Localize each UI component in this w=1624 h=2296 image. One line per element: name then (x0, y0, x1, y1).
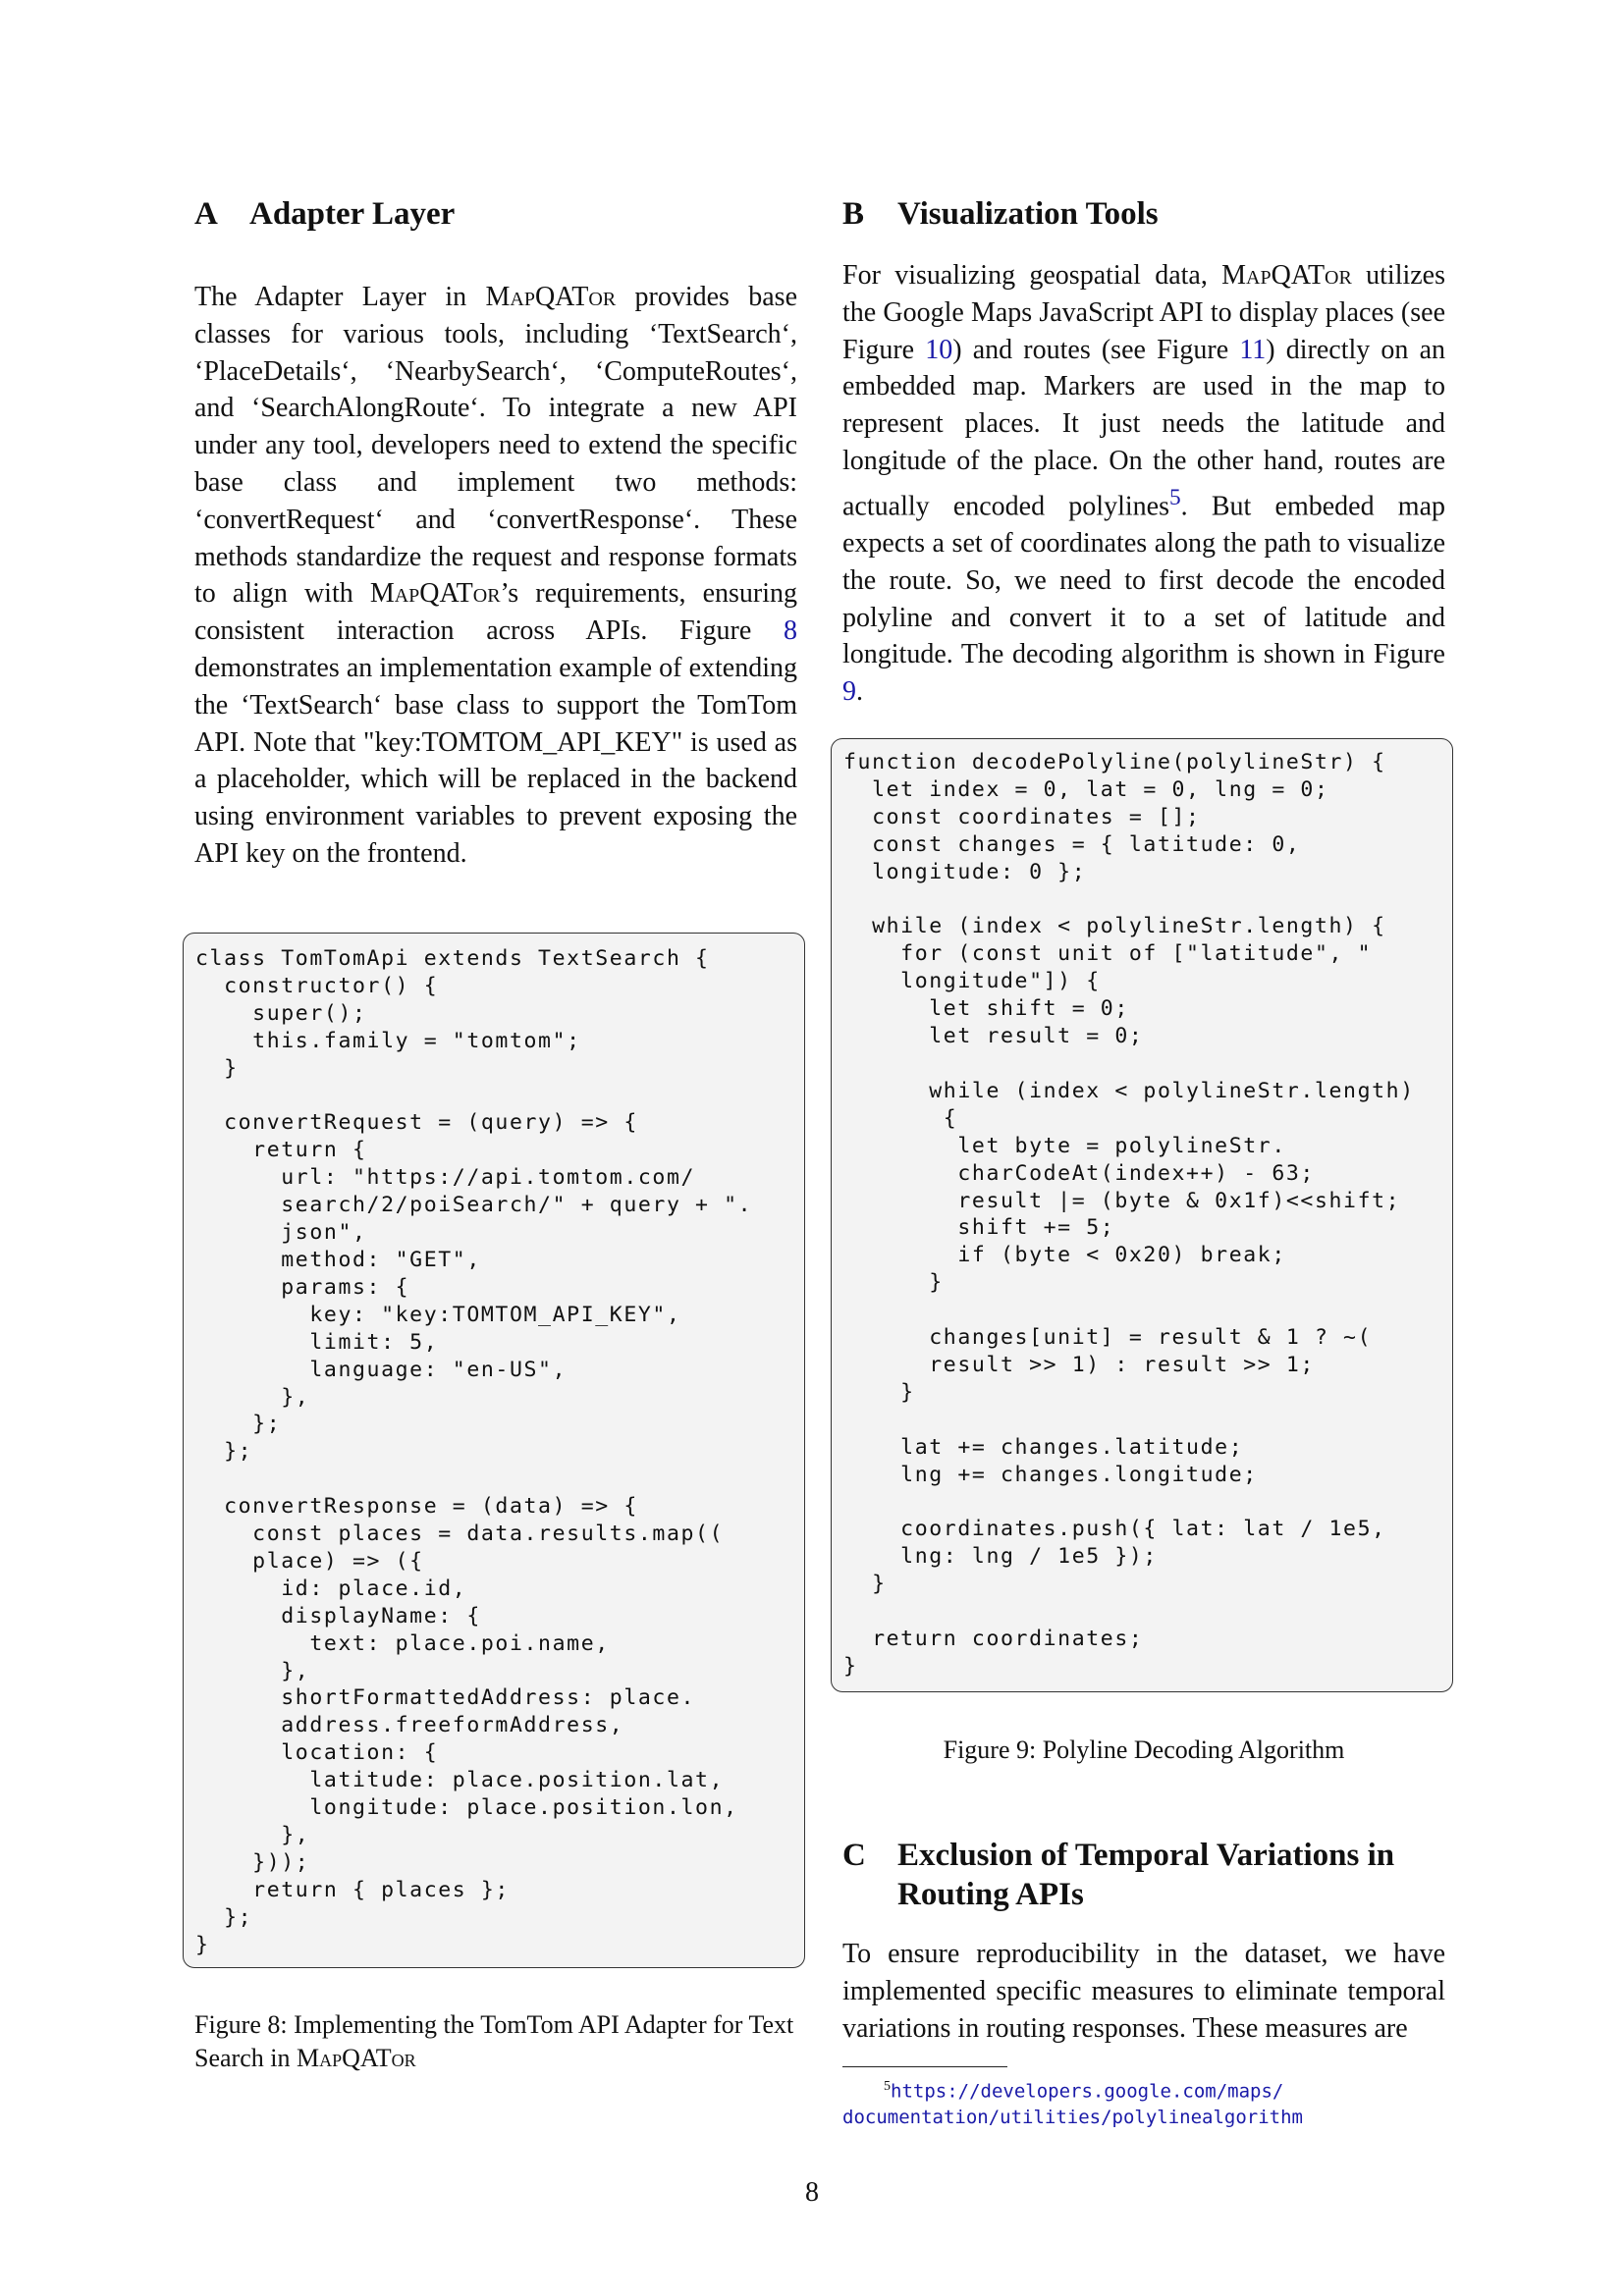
page-number: 8 (805, 2177, 819, 2208)
brand-name: MapQATor (485, 282, 617, 312)
section-heading-b (842, 194, 1159, 234)
figure-ref-link[interactable]: 8 (784, 615, 797, 647)
section-number: B (842, 196, 865, 232)
code-listing: function decodePolyline(polylineStr) { let index = 0, lat = 0, lng = 0; const coordinates = []; const changes = { latitude: 0, longitude: 0 }; while (index < polylineStr.length) { for (const unit of ["latitude", " longitude"]) { let shift = 0; let result = 0; while (index < polylineStr.length) { let byte = polylineStr. charCodeAt(index++) - 63; result |= (byte & 0x1f)<<shift; shift += 5; if (byte < 0x20) break; } changes[unit] = result & 1 ? ~( result >> 1) : result >> 1; } lat += changes.latitude; lng += changes.longitude; coordinates.push({ lat: lat / 1e5, lng: lng / 1e5 }); } return coordinates; } (843, 750, 1415, 1679)
visualization-paragraph (842, 257, 1445, 711)
code-block-figure-9 (831, 738, 1453, 1692)
text-run: ) and routes (see Figure (952, 334, 1240, 365)
footnote-mark: 5 (884, 2079, 891, 2094)
url-line: https://developers.google.com/maps/ (891, 2080, 1284, 2103)
text-run: For visualizing geospatial data, (842, 260, 1222, 291)
footnote-url-link[interactable] (842, 2080, 1303, 2128)
title-line: Routing APIs (897, 1877, 1084, 1912)
section-title: Visualization Tools (897, 196, 1159, 232)
figure-9-caption: Figure 9: Polyline Decoding Algorithm (943, 1735, 1345, 1764)
figure-ref-link[interactable]: 9 (842, 676, 856, 708)
footnote-rule (842, 2066, 1007, 2067)
text-run: ’s requirements, ensuring consistent interaction across APIs. Figure (194, 578, 797, 647)
section-title: Adapter Layer (249, 196, 456, 232)
figure-ref-link[interactable]: 10 (925, 334, 953, 365)
figure-ref-link[interactable]: 11 (1239, 334, 1267, 365)
url-line: documentation/utilities/polylinealgorithm (842, 2107, 1303, 2129)
adapter-layer-paragraph (194, 279, 797, 873)
exclusion-paragraph: To ensure reproducibility in the dataset, we have implemented specific measures to eliminate temporal variations in routing responses. These measures are (842, 1939, 1445, 2044)
text-run: . (856, 676, 863, 708)
brand-name: MapQATor (369, 578, 501, 610)
footnote-ref-link[interactable]: 5 (1168, 484, 1181, 510)
brand-name: MapQATor (1221, 260, 1352, 291)
figure-8-caption (194, 2008, 797, 2075)
code-listing: class TomTomApi extends TextSearch { constructor() { super(); this.family = "tomtom"; } convertRequest = (query) => { return { url: "https://api.tomtom.com/ search/2/poiSearch/" + query + ". json", method: "GET", params: { key: "key:TOMTOM_API_KEY", limit: 5, language: "en-US", }, }; }; convertResponse = (data) => { const places = data.results.map(( place) => ({ id: place.id, displayName: { text: place.poi.name, }, shortFormattedAddress: place. address.freeformAddress, location: { latitude: place.position.lat, longitude: place.position.lon, }, })); return { places }; }; } (195, 946, 753, 1957)
footnote-5 (842, 2073, 1471, 2131)
text-run: . But embeded map expects a set of coordinates along the path to visualize the route. So, we need to first decode the encoded polyline and convert it to a set of latitude and longitude. The decoding algorithm is shown in Figure (842, 491, 1445, 670)
brand-name: MapQATor (296, 2044, 416, 2072)
text-run: demonstrates an implementation example of extending the ‘TextSearch‘ base class to support the TomTom API. Note that "key:TOMTOM_API_KEY" is used as a placeholder, which will be replaced in the backend using environment variables to prevent exposing the API key on the frontend. (194, 652, 797, 869)
text-run: The Adapter Layer in (194, 282, 486, 312)
title-line: Exclusion of Temporal Variations in (897, 1838, 1395, 1873)
section-heading-a (194, 194, 455, 234)
caption-text: Figure 8: Implementing the TomTom API Adapter for Text Search in (194, 2010, 794, 2072)
text-run: provides base classes for various tools, including ‘TextSearch‘, ‘PlaceDetails‘, ‘NearbySearch‘, ‘ComputeRoutes‘, and ‘SearchAlongRoute‘. To integrate a new API under any tool, developers need to extend the specific base class and implement two methods: ‘convertRequest‘ and ‘convertResponse‘. These methods standardize the request and response formats to align with (194, 282, 797, 610)
section-number: C (842, 1838, 866, 1873)
code-block-figure-8 (183, 933, 805, 1968)
section-number: A (194, 196, 218, 232)
text-run: utilizes the Google Maps JavaScript API to display places (see Figure (842, 260, 1446, 365)
section-title (897, 1836, 1428, 1914)
text-run: ) directly on an embedded map. Markers are used in the map to represent places. It just needs the latitude and longitude of the place. On the other hand, routes are actually encoded polylines (842, 334, 1445, 522)
section-heading-c (842, 1836, 1445, 1914)
